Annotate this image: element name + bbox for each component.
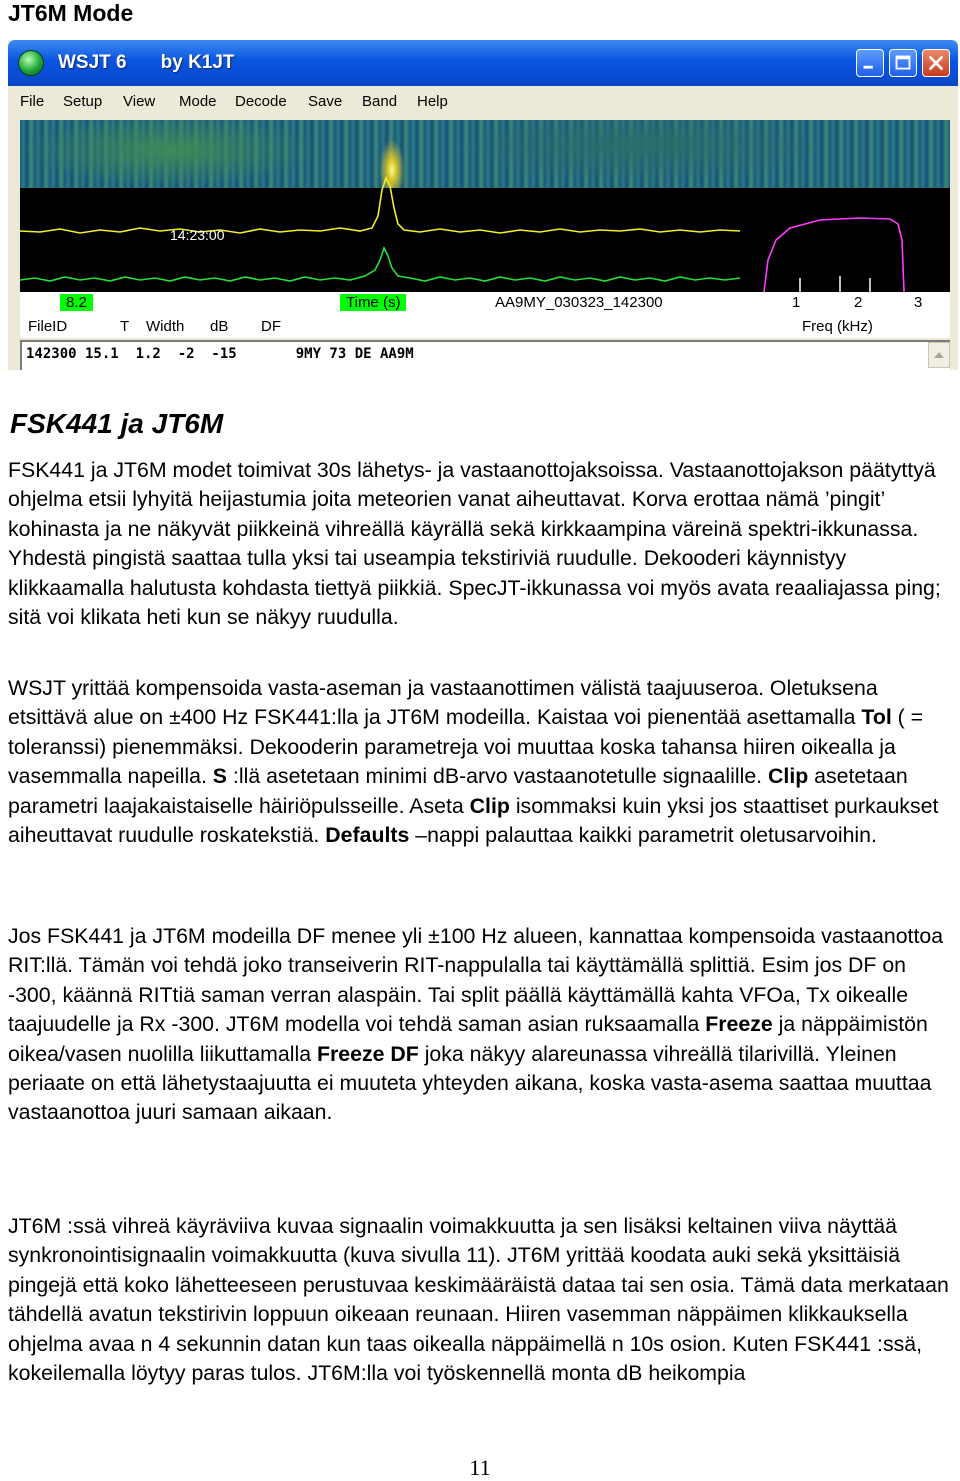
bold-term: Freeze xyxy=(705,1012,773,1037)
menu-view[interactable]: View xyxy=(123,93,156,110)
decoded-line[interactable]: 142300 15.1 1.2 -2 -15 9MY 73 DE AA9M xyxy=(26,346,414,362)
yellow-sync-trace xyxy=(20,178,740,233)
signal-plot[interactable] xyxy=(20,120,950,292)
bold-term: Freeze DF xyxy=(316,1041,419,1066)
text-run: JT6M :ssä vihreä käyräviiva kuvaa signaalin voimakkuutta ja sen lisäksi keltainen viiva näyttää synkronointisignaalin voimakkuutta (kuva sivulla 11). JT6M yrittää koodata auki sekä yksittäisiä pingejä että koko lähetteeseen perustuvaa keskimääräistä dataa tai sen osia. Tämä data merkataan tähdellä avatun tekstirivin loppuun oikeaan reunaan. Hiiren vasemman näppäimen klikkauksella ohjelma avaa n 4 sekunnin datan kun taas oikealla näppäimellä n 10s osion. Kuten FSK441 :ssä, kokeilemalla löytyy paras tulos. JT6M:lla voi työskennellä monta dB heikompia xyxy=(8,1214,949,1386)
decoded-text-box[interactable] xyxy=(20,340,950,370)
paragraph-2 xyxy=(8,674,958,850)
text-run: WSJT yrittää kompensoida vasta-aseman ja vastaanottimen välistä taajuuseroa. Oletuksena etsittävä alue on ±400 Hz FSK441:lla ja JT6M modeilla. Kaistaa voi pienentää asettamalla xyxy=(8,676,878,730)
col-db: dB xyxy=(210,318,229,335)
close-icon xyxy=(923,50,949,76)
col-t: T xyxy=(120,318,130,335)
col-df: DF xyxy=(261,318,281,335)
freq-tick-2: 2 xyxy=(854,294,863,311)
menu-band[interactable]: Band xyxy=(362,93,398,110)
time-axis-label: Time (s) xyxy=(340,294,406,311)
bold-term: Clip xyxy=(768,764,809,789)
text-run: ( = toleranssi) pienemmäksi. Dekooderin parametreja voi muuttaa koska tahansa hiiren oikealla ja vasemmalla napeilla. xyxy=(8,705,924,789)
window-title xyxy=(58,52,235,74)
text-run: isommaksi kuin yksi jos staattiset purkaukset aiheuttavat ruudulle roskatekstiä. xyxy=(8,793,939,848)
text-run: ja näppäimistön oikea/vasen nuolilla liikuttamalla xyxy=(8,1012,928,1066)
paragraph-4 xyxy=(8,1212,958,1388)
freq-tick-1: 1 xyxy=(792,294,801,311)
col-width: Width xyxy=(146,318,185,335)
bold-term: Clip xyxy=(469,793,510,818)
menu-bar xyxy=(8,86,958,120)
green-signal-trace xyxy=(20,248,740,281)
bold-term: S xyxy=(212,764,228,789)
minimize-icon xyxy=(857,50,883,76)
file-name: AA9MY_030323_142300 xyxy=(495,294,663,311)
time-value-badge: 8.2 xyxy=(60,294,93,311)
scroll-up-button[interactable] xyxy=(928,342,950,368)
wsjt-window xyxy=(8,40,958,370)
menu-decode[interactable]: Decode xyxy=(235,93,287,110)
spectrum-panel xyxy=(760,200,950,292)
text-run: Jos FSK441 ja JT6M modeilla DF menee yli ±100 Hz alueen, kannattaa kompensoida vastaanottoa RIT:llä. Tämän voi tehdä joko transeiverin RIT-nappulalla tai käyttämällä splittiä. Esim jos DF on -300, käännä RITtiä saman verran alaspäin. Tai split päällä käyttämällä kahta VFOa, Tx oikealle taajuudelle ja Rx -300. JT6M modella voi tehdä saman asian ruksaamalla xyxy=(8,924,944,1037)
maximize-button[interactable] xyxy=(889,49,917,77)
app-name: WSJT 6 xyxy=(58,52,127,73)
magenta-spectrum-trace xyxy=(764,218,904,292)
menu-setup[interactable]: Setup xyxy=(63,93,103,110)
menu-save[interactable]: Save xyxy=(308,93,343,110)
paragraph-3 xyxy=(8,922,958,1128)
col-fileid: FileID xyxy=(28,318,68,335)
page-number: 11 xyxy=(469,1455,491,1480)
maximize-icon xyxy=(890,50,916,76)
freq-tick-3: 3 xyxy=(914,294,923,311)
text-run: –nappi palauttaa kaikki parametrit oletusarvoihin. xyxy=(409,823,877,848)
text-run: asetetaan parametri laajakaistaiselle häiriöpulsseille. Aseta xyxy=(8,764,908,818)
minimize-button[interactable] xyxy=(856,49,884,77)
title-bar[interactable] xyxy=(8,40,958,86)
close-button[interactable] xyxy=(922,49,950,77)
text-run: FSK441 ja JT6M modet toimivat 30s lähetys- ja vastaanottojaksoissa. Vastaanottojakson päätyttyä ohjelma etsii lyhyitä heijastumia joita meteorien vanat aiheuttavat. Korva erottaa nämä ’pingit’ kohinasta ja ne näkyvät piikkeinä vihreällä käyrällä sekä kirkkaampina väreinä spektri-ikkunassa. Yhdestä pingistä saattaa tulla yksi tai useampia tekstiriviä ruudulle. Dekooderi käynnistyy klikkaamalla halutusta kohdasta tiettyä piikkiä. SpecJT-ikkunassa voi myös avata reaaliajassa ping; sitä voi klikata heti kun se näkyy ruudulla. xyxy=(8,458,941,630)
arrow-up-icon xyxy=(929,343,949,367)
text-run: joka näkyy alareunassa vihreällä tilarivillä. Yleinen periaate on että lähetystaajuutta ei muuteta yhteyden aikana, koska vasta-asema saattaa muuttaa vastaanottoa juuri samaan aikaan. xyxy=(8,1041,932,1125)
bold-term: Defaults xyxy=(325,823,410,848)
time-label: 14:23:00 xyxy=(170,227,225,243)
section-title: FSK441 ja JT6M xyxy=(10,408,224,439)
freq-axis-label: Freq (kHz) xyxy=(802,318,873,335)
menu-file[interactable]: File xyxy=(20,93,45,110)
text-run: :llä asetetaan minimi dB-arvo vastaanotetulle signaalille. xyxy=(227,764,769,789)
menu-help[interactable]: Help xyxy=(417,93,448,110)
spectrum-graph xyxy=(760,200,950,292)
globe-icon xyxy=(18,50,44,76)
column-header-row xyxy=(20,316,950,338)
app-author: by K1JT xyxy=(160,52,235,73)
status-row xyxy=(20,292,950,316)
bold-term: Tol xyxy=(861,705,892,730)
menu-mode[interactable]: Mode xyxy=(179,93,217,110)
document-header: JT6M Mode xyxy=(8,0,134,26)
paragraph-1 xyxy=(8,456,958,632)
